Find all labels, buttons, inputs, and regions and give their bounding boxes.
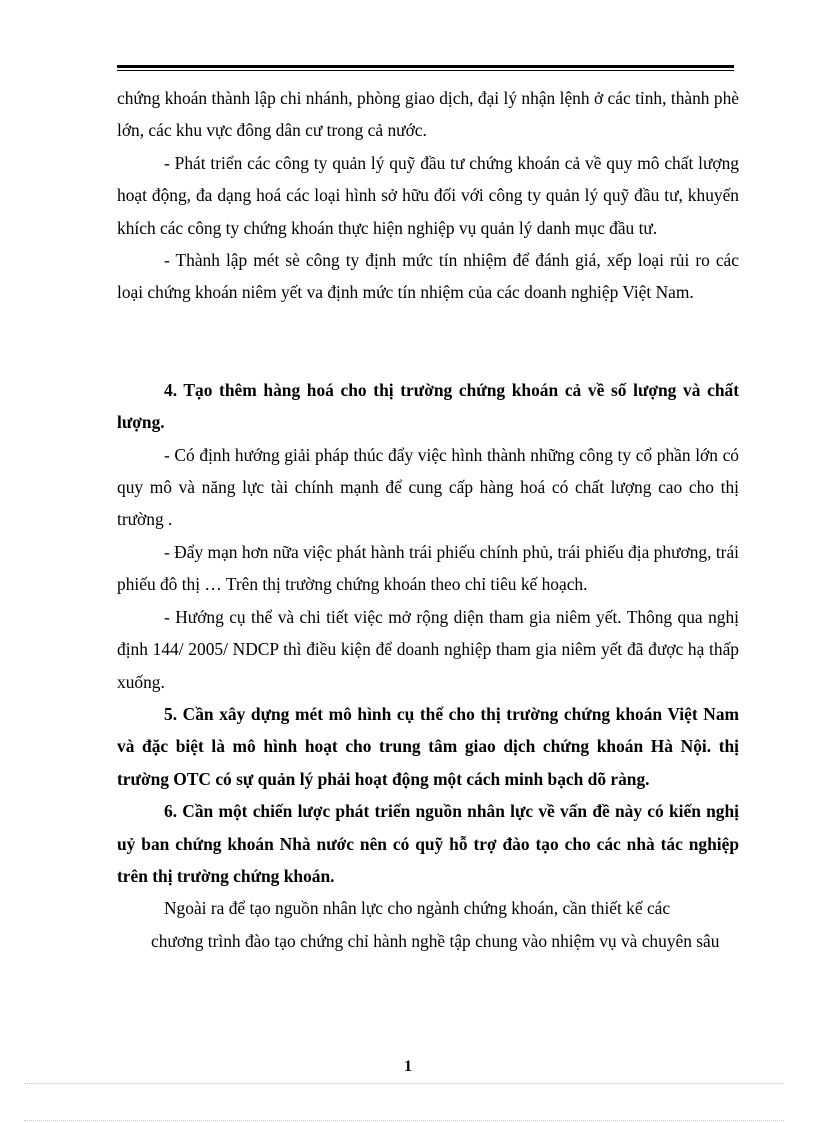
heading-section-6: 6. Cần một chiến lược phát triển nguồn nhân lực về vấn đề này có kiến nghị uỷ ban chứng khoán Nhà nước nên có quỹ hỗ trợ đào tạo cho các nhà tác nghiệp trên thị trường chứng khoán.: [117, 801, 739, 886]
document-body: [117, 82, 739, 957]
page-number: 1: [404, 1058, 412, 1075]
paragraph-continuation: chứng khoán thành lập chi nhánh, phòng giao dịch, đại lý nhận lệnh ở các tỉnh, thành phè lớn, các khu vực đông dân cư trong cả nước.: [117, 88, 739, 141]
bullet-fund-management: - Phát triển các công ty quản lý quỹ đầu tư chứng khoán cả về quy mô chất lượng hoạt động, đa dạng hoá các loại hình sở hữu đối với công ty quản lý quỹ đầu tư, khuyến khích các công ty chứng khoán thực hiện nghiệp vụ quản lý danh mục đầu tư.: [117, 152, 739, 238]
bullet-credit-rating: - Thành lập mét sè công ty định mức tín nhiệm để đánh giá, xếp loại rủi ro các loại chứng khoán niêm yết va định mức tín nhiệm của các doanh nghiệp Việt Nam.: [117, 250, 739, 303]
header-rule-thick: [117, 65, 734, 68]
bullet-joint-stock-companies: - Có định hướng giải pháp thúc đẩy việc hình thành những công ty cổ phần lớn có quy mô và năng lực tài chính mạnh để cung cấp hàng hoá có chất lượng cao cho thị trường .: [117, 444, 739, 530]
paragraph-line-2: chương trình đào tạo chứng chỉ hành nghề tập chung vào nhiệm vụ và chuyên sâu: [151, 930, 720, 951]
bullet-listing-conditions: - Hướng cụ thể và chi tiết việc mở rộng diện tham gia niêm yết. Thông qua nghị định 144/ 2005/ NDCP thì điều kiện để doanh nghiệp tham gia niêm yết đã được hạ thấp xuống.: [117, 606, 739, 692]
header-rule-thin: [117, 70, 734, 71]
paragraph-human-resources: [117, 892, 739, 957]
paragraph-line-1: Ngoài ra để tạo nguồn nhân lực cho ngành chứng khoán, cần thiết kế các: [164, 898, 671, 919]
section-gap: [117, 309, 739, 374]
page-break-dotted-line: [24, 1083, 784, 1084]
heading-section-4: 4. Tạo thêm hàng hoá cho thị trường chứng khoán cả về số lượng và chất lượng.: [117, 379, 739, 433]
bullet-bond-issuance: - Đẩy mạn hơn nữa việc phát hành trái phiếu chính phủ, trái phiếu địa phương, trái phiếu đô thị … Trên thị trường chứng khoán theo chỉ tiêu kế hoạch.: [117, 541, 739, 595]
page-bottom-dotted-line: [24, 1120, 784, 1121]
heading-section-5: 5. Cần xây dựng mét mô hình cụ thể cho thị trường chứng khoán Việt Nam và đặc biệt là mô hình hoạt cho trung tâm giao dịch chứng khoán Hà Nội. thị trường OTC có sự quản lý phải hoạt động một cách minh bạch dõ ràng.: [117, 703, 739, 789]
